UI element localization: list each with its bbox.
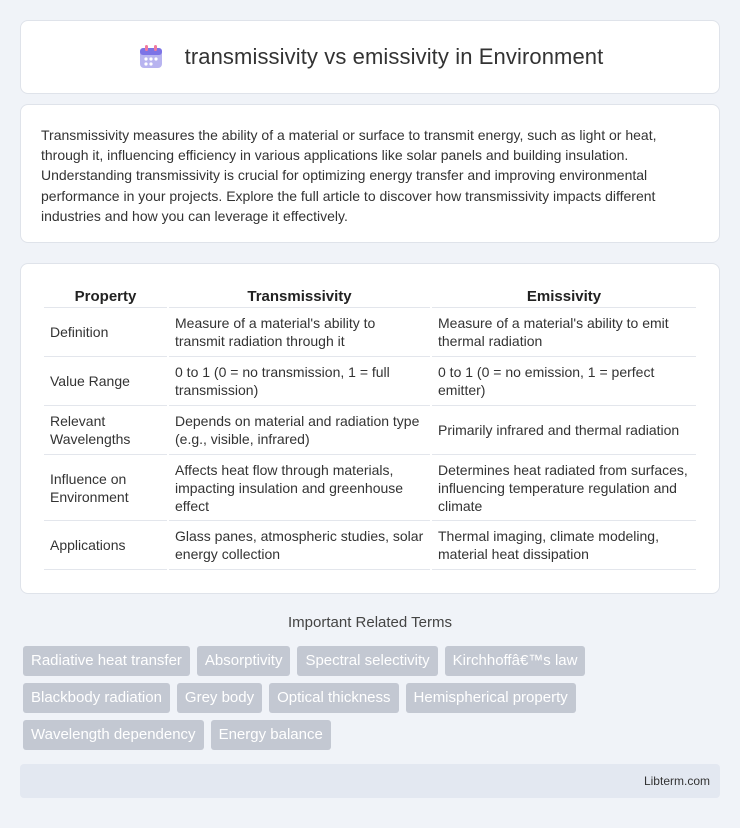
comparison-table-card: [20, 263, 720, 594]
header-transmissivity: Transmissivity: [169, 284, 430, 308]
tag-energy-balance[interactable]: Energy balance: [211, 720, 331, 750]
table-cell: 0 to 1 (0 = no transmission, 1 = full transmission): [169, 357, 430, 406]
comparison-table: [42, 284, 698, 570]
tag-optical-thickness[interactable]: Optical thickness: [269, 683, 398, 713]
table-row: [44, 406, 696, 455]
table-cell: Depends on material and radiation type (e.g., visible, infrared): [169, 406, 430, 455]
table-cell: Value Range: [44, 357, 167, 406]
calendar-icon: [137, 43, 165, 71]
table-cell: Primarily infrared and thermal radiation: [432, 406, 696, 455]
table-row: [44, 521, 696, 570]
table-header-row: [44, 284, 696, 308]
table-cell: Determines heat radiated from surfaces, influencing temperature regulation and climate: [432, 455, 696, 521]
tag-radiative-heat-transfer[interactable]: Radiative heat transfer: [23, 646, 190, 676]
tag-row: [23, 646, 723, 676]
related-terms-tags: [23, 646, 723, 757]
table-cell: Measure of a material's ability to transmit radiation through it: [169, 308, 430, 357]
footer-site-link[interactable]: Libterm.com: [643, 774, 710, 788]
table-row: [44, 357, 696, 406]
table-cell: Definition: [44, 308, 167, 357]
table-cell: Relevant Wavelengths: [44, 406, 167, 455]
table-cell: Influence on Environment: [44, 455, 167, 521]
table-row: [44, 308, 696, 357]
intro-text: Transmissivity measures the ability of a material or surface to transmit energy, such as light or heat, through it, influencing efficiency in various applications like solar panels and building insulation. Understanding transmissivity is crucial for optimizing energy transfer and improving environmental performance in your projects. Explore the full article to discover how transmissivity impacts different industries and how you can leverage it effectively.: [41, 127, 657, 224]
tag-row: [23, 683, 723, 713]
tag-hemispherical-property[interactable]: Hemispherical property: [406, 683, 576, 713]
tag-grey-body[interactable]: Grey body: [177, 683, 262, 713]
header-property: Property: [44, 284, 167, 308]
intro-card: [20, 104, 720, 243]
tag-wavelength-dependency[interactable]: Wavelength dependency: [23, 720, 204, 750]
table-row: [44, 455, 696, 521]
table-cell: Measure of a material's ability to emit thermal radiation: [432, 308, 696, 357]
table-cell: Thermal imaging, climate modeling, material heat dissipation: [432, 521, 696, 570]
footer: [20, 764, 720, 798]
table-cell: Applications: [44, 521, 167, 570]
tag-spectral-selectivity[interactable]: Spectral selectivity: [297, 646, 437, 676]
table-cell: Glass panes, atmospheric studies, solar energy collection: [169, 521, 430, 570]
page-title: transmissivity vs emissivity in Environment: [184, 44, 604, 69]
tag-blackbody-radiation[interactable]: Blackbody radiation: [23, 683, 170, 713]
table-cell: 0 to 1 (0 = no emission, 1 = perfect emitter): [432, 357, 696, 406]
tag-kirchhoffs-law[interactable]: Kirchhoffâ€™s law: [445, 646, 586, 676]
table-cell: Affects heat flow through materials, impacting insulation and greenhouse effect: [169, 455, 430, 521]
tag-absorptivity[interactable]: Absorptivity: [197, 646, 291, 676]
tag-row: [23, 720, 723, 750]
header-card: [20, 20, 720, 94]
header-emissivity: Emissivity: [432, 284, 696, 308]
related-terms-title: Important Related Terms: [288, 614, 452, 631]
